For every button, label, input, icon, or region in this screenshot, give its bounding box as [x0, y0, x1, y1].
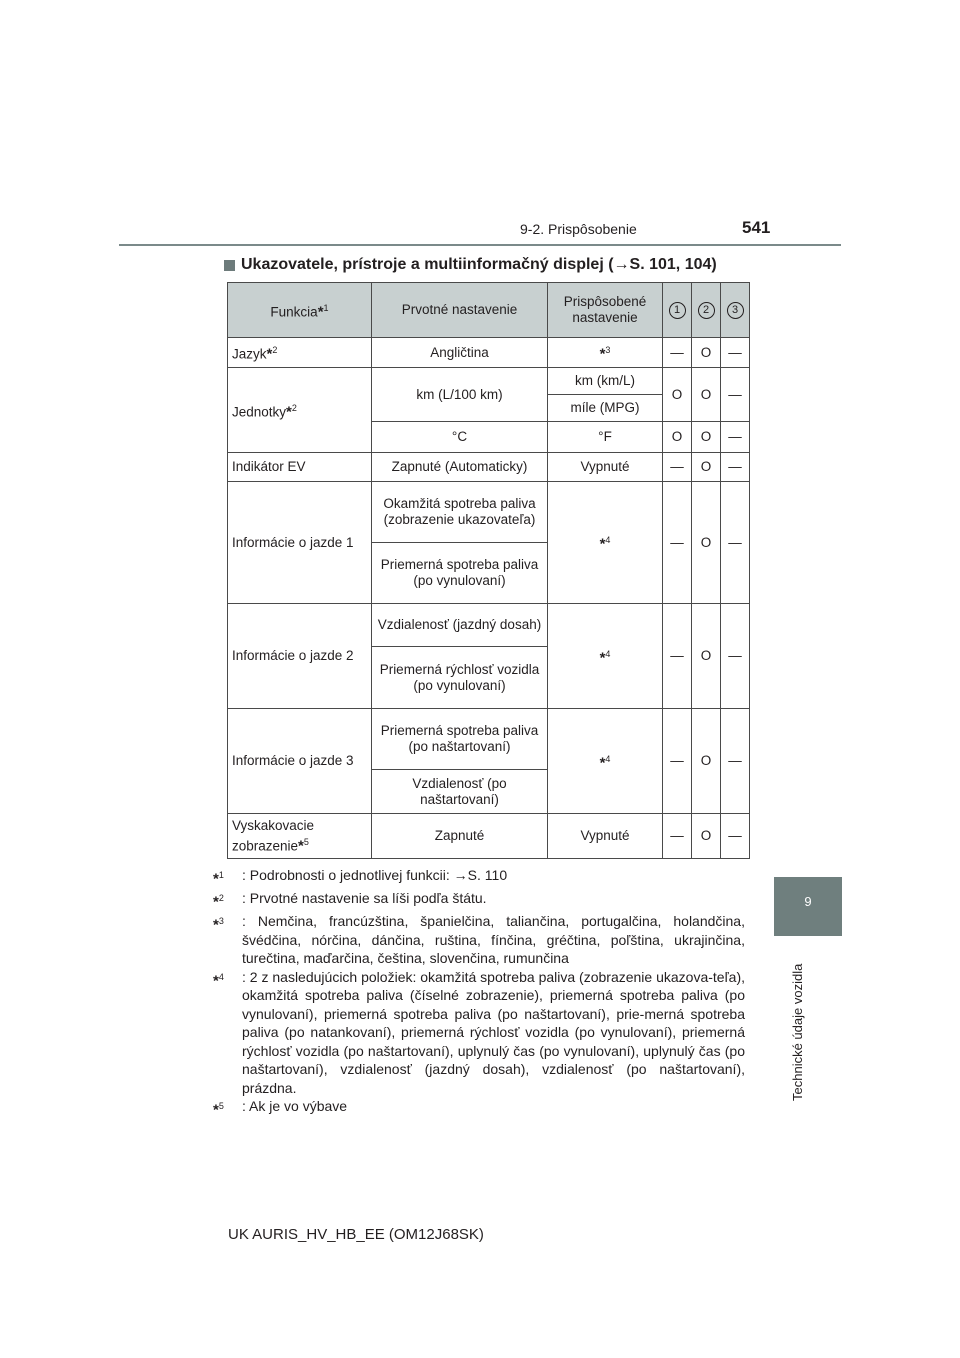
- cell-function: Jednotky*$^2$: [228, 368, 372, 453]
- cell-custom: míle (MPG): [548, 395, 663, 422]
- cell-c3: —: [721, 482, 750, 604]
- cell-c2: O: [692, 709, 721, 814]
- cell-function: Informácie o jazde 2: [228, 604, 372, 709]
- cell-custom: *$^4$: [548, 709, 663, 814]
- cell-function: Jazyk*$^2$: [228, 338, 372, 368]
- table-row: [228, 709, 750, 770]
- cell-c3: —: [721, 709, 750, 814]
- footnotes: [213, 866, 745, 1120]
- cell-c2: O: [692, 482, 721, 604]
- cell-c2: O: [692, 338, 721, 368]
- cell-default: Zapnuté: [372, 814, 548, 859]
- header-section: 9-2. Prispôsobenie: [520, 221, 637, 237]
- cell-c2: O: [692, 604, 721, 709]
- cell-c3: —: [721, 814, 750, 859]
- cell-function: Informácie o jazde 3: [228, 709, 372, 814]
- cell-c2: O: [692, 814, 721, 859]
- table-header-row: [228, 283, 750, 338]
- cell-c1: —: [663, 482, 692, 604]
- cell-default: Priemerná spotreba paliva (po vynulovaní): [372, 543, 548, 604]
- footnote: *$^4$ : 2 z nasledujúcich položiek: okamžitá spotreba paliva (zobrazenie ukazova-teľa), okamžitá spotreba paliva (číselné zobrazenie), priemerná spotreba paliva (po vynulovaní), priemerná spotreba paliva (po naštartovaní), prie-merná spotreba paliva (po natankovaní), priemerná rýchlosť vozidla (po vynulovaní), priemerná rýchlosť vozidla (po naštartovaní), uplynulý čas (po vynulovaní), uplynulý čas (po naštartovaní), vzdialenosť (jazdný dosah), vzdialenosť (po naštartovaní), prázdna.: [213, 968, 745, 1096]
- table-row: [228, 604, 750, 647]
- chapter-label-text: Technické údaje vozidla: [790, 963, 805, 1101]
- cell-c3: —: [721, 338, 750, 368]
- cell-default: °C: [372, 422, 548, 453]
- cell-c3: —: [721, 604, 750, 709]
- table-row: [228, 368, 750, 395]
- circled-2: 2: [698, 302, 715, 319]
- cell-default: Priemerná rýchlosť vozidla (po vynulovaní): [372, 647, 548, 709]
- cell-default: Angličtina: [372, 338, 548, 368]
- cell-c1: —: [663, 338, 692, 368]
- chapter-tab: 9: [774, 877, 842, 936]
- footnote: *$^3$ : Nemčina, francúzština, španielčina, taliančina, portugalčina, holandčina, švédčina, nórčina, dánčina, ruština, fínčina, gréčtina, poľština, ukrajinčina, turečtina, maďarčina, čeština, slovenčina, rumunčina: [213, 913, 745, 967]
- cell-c3: —: [721, 453, 750, 482]
- cell-default: Okamžitá spotreba paliva (zobrazenie ukazovateľa): [372, 482, 548, 543]
- cell-default: km (L/100 km): [372, 368, 548, 422]
- section-title-text: Ukazovatele, prístroje a multiinformačný displej (→S. 101, 104): [241, 256, 717, 273]
- cell-default: Vzdialenosť (jazdný dosah): [372, 604, 548, 647]
- cell-custom: *$^3$: [548, 338, 663, 368]
- cell-default: Zapnuté (Automaticky): [372, 453, 548, 482]
- header-rule: [119, 244, 841, 246]
- table-row: [228, 338, 750, 368]
- cell-c2: O: [692, 422, 721, 453]
- header-col-2: [692, 283, 721, 338]
- cell-custom: *$^4$: [548, 482, 663, 604]
- cell-custom: *$^4$: [548, 604, 663, 709]
- header-function: Funkcia*$^1$: [228, 283, 372, 338]
- cell-c2: O: [692, 368, 721, 422]
- table-row: [228, 482, 750, 543]
- table-row: [228, 453, 750, 482]
- footnote: *$^1$ : Podrobnosti o jednotlivej funkcii: →S. 110: [213, 867, 508, 888]
- cell-c3: —: [721, 422, 750, 453]
- cell-custom: °F: [548, 422, 663, 453]
- cell-function: Vyskakovacie zobrazenie*$^5$: [228, 814, 372, 859]
- cell-custom: km (km/L): [548, 368, 663, 395]
- footer-doc-code: UK AURIS_HV_HB_EE (OM12J68SK): [228, 1226, 484, 1243]
- cell-c2: O: [692, 453, 721, 482]
- header-col-1: [663, 283, 692, 338]
- circled-3: 3: [727, 302, 744, 319]
- chapter-label: [788, 938, 808, 1103]
- cell-c1: —: [663, 604, 692, 709]
- circled-1: 1: [669, 302, 686, 319]
- cell-c1: —: [663, 814, 692, 859]
- cell-c1: O: [663, 368, 692, 422]
- cell-c1: —: [663, 453, 692, 482]
- cell-default: Vzdialenosť (po naštartovaní): [372, 770, 548, 814]
- footnote: *$^5$ : Ak je vo výbave: [213, 1098, 348, 1119]
- cell-c1: O: [663, 422, 692, 453]
- header-default: Prvotné nastavenie: [372, 283, 548, 338]
- page-number: 541: [742, 218, 771, 237]
- table-row: [228, 814, 750, 859]
- cell-function: Informácie o jazde 1: [228, 482, 372, 604]
- settings-table: [227, 282, 750, 859]
- cell-c1: —: [663, 709, 692, 814]
- cell-custom: Vypnuté: [548, 453, 663, 482]
- square-bullet-icon: [224, 260, 235, 271]
- header-custom: Prispôsobené nastavenie: [548, 283, 663, 338]
- header-col-3: [721, 283, 750, 338]
- footnote: *$^2$ : Prvotné nastavenie sa líši podľa štátu.: [213, 890, 487, 911]
- cell-function: Indikátor EV: [228, 453, 372, 482]
- cell-c3: —: [721, 368, 750, 422]
- cell-default: Priemerná spotreba paliva (po naštartovaní): [372, 709, 548, 770]
- cell-custom: Vypnuté: [548, 814, 663, 859]
- section-title: [224, 256, 717, 274]
